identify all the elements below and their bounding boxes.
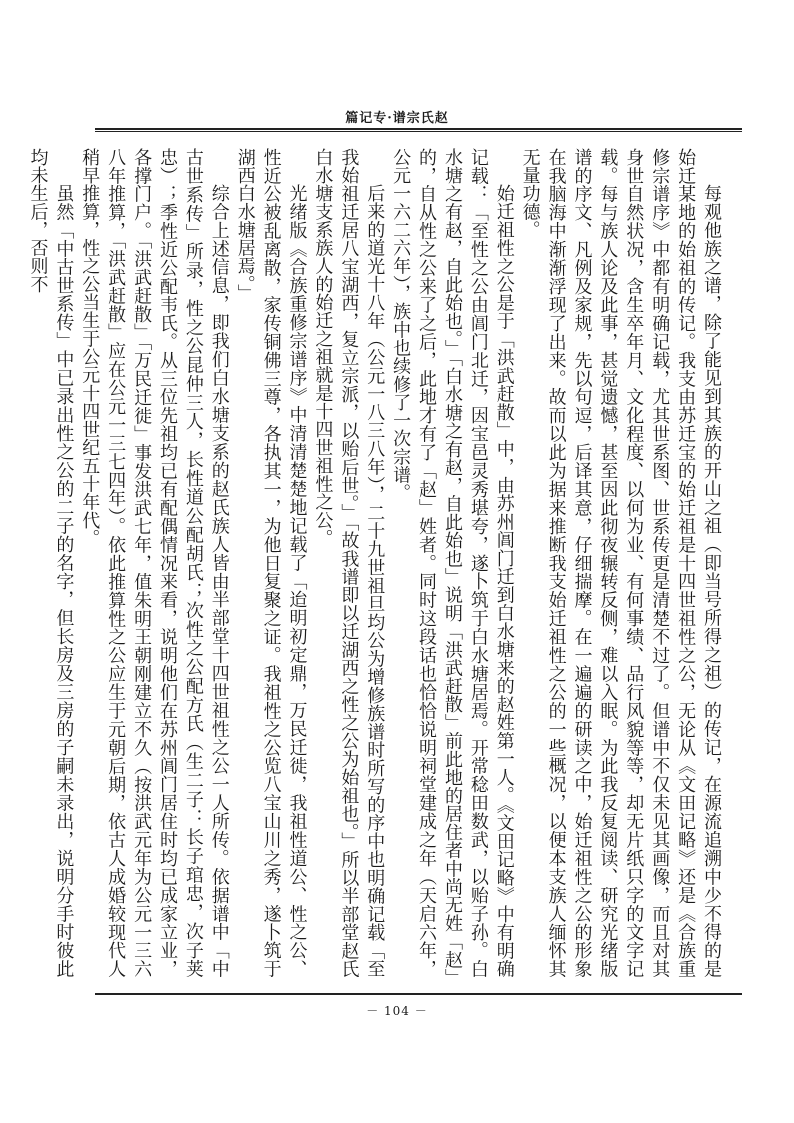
- paragraph: 虽然「中古世系传」中已录出性之公的二子的名字，但长房及三房的子嗣未录出，说明分手时彼此均未生后，否则不: [27, 148, 75, 978]
- paragraph: 光绪版《合族重修宗谱序》中清清楚楚地记载了「迨明初定鼎，万民迁徙，我祖性道公、性之公、性近公被乱离散，家传铜佛三尊，各执其一，为他日复聚之证。我祖性之公览八宝山川之秀，遂卜筑于湖西白水塘居焉。」: [234, 148, 308, 978]
- body-text: [27, 148, 724, 978]
- paragraph: 每观他族之谱，除了能见到其族的开山之祖（即当号所得之祖）的传记，在源流追溯中少不得的是始迁某地的始祖的传记。我支由苏迁宝的始迁祖是十四世祖性之公，无论从《文田记略》还是《合族重修宗谱序》中都有明确记载，尤其世系图、世系传更是清楚不过了。但谱中不仅未见其画像，而且对其身世自然状况，含生卒年月、文化程度、以何为业、有何事绩、品行风貌等等，却无片纸只字的文字记载。每与族人论及此事，甚觉遗憾，甚至因此彻夜辗转反侧，难以入眠。为此我反复阅读、研究光绪版谱的序文、凡例及家规，先以句逗，后译其意，仔细揣摩。在一遍遍的研读之中，始迁祖性之公的形象在我脑海中渐渐浮现了出来。故而以此为据来推断我支始迁祖性之公的一些概况，以便本支族人缅怀其无量功德。: [519, 148, 722, 978]
- running-head: 篇记专·谱宗氏赵: [345, 111, 449, 126]
- header-rule-thin: [95, 131, 742, 132]
- paragraph: 始迁祖性之公是于「洪武赶散」中，由苏州阊门迁到白水塘来的赵姓第一人。《文田记略》中有明确记载：「至性之公由阊门北迁，因宝邑灵秀堪夸，遂卜筑于白水塘居焉。开常稔田数武，以贻子孙。白水塘之有赵，自此始也。」「白水塘之有赵，自此始也」说明「洪武赶散」前此地的居住者中尚无姓「赵」的，自从性之公来了之后，此地才有了「赵」姓者。同时这段话也恰恰说明祠堂建成之年（天启六年，公元一六二六年），族中也续修了一次宗谱。: [390, 148, 515, 978]
- page-number: － 104 －: [366, 1004, 428, 1018]
- header-rule: [95, 128, 742, 130]
- footer-rule: [95, 993, 742, 995]
- paragraph: 综合上述信息，即我们白水塘支系的赵氏族人皆由半部堂十四世祖性之公一人所传。依据谱中「中古世系传」所录，性之公昆仲三人，长性道公配胡氏；次性之公配方氏（生二子：长子琯忠，次子荚忠）；季性近公配韦氏。从三位先祖均已有配偶情况来看，说明他们在苏州阊门居住时均已成家立业，各撑门户。「洪武赶散」「万民迁徙」事发洪武七年，值朱明王朝刚建立不久（按洪武元年为公元一三六八年推算，「洪武赶散」应在公元一三七四年）。依此推算性之公应生于元朝后期，依古人成婚较现代人稍早推算，性之公当生于公元十四世纪五十年代。: [79, 148, 230, 978]
- paragraph: 后来的道光十八年（公元一八三八年），二十九世祖旦均公为增修族谱时所写的序中也明确记载「至我始祖迁居八宝湖西，复立宗派，以贻后世。」「故我谱即以迁湖西之性之公为始祖也。」所以半部堂赵氏白水塘支系族人的始迁之祖就是十四世祖性之公。: [312, 148, 386, 978]
